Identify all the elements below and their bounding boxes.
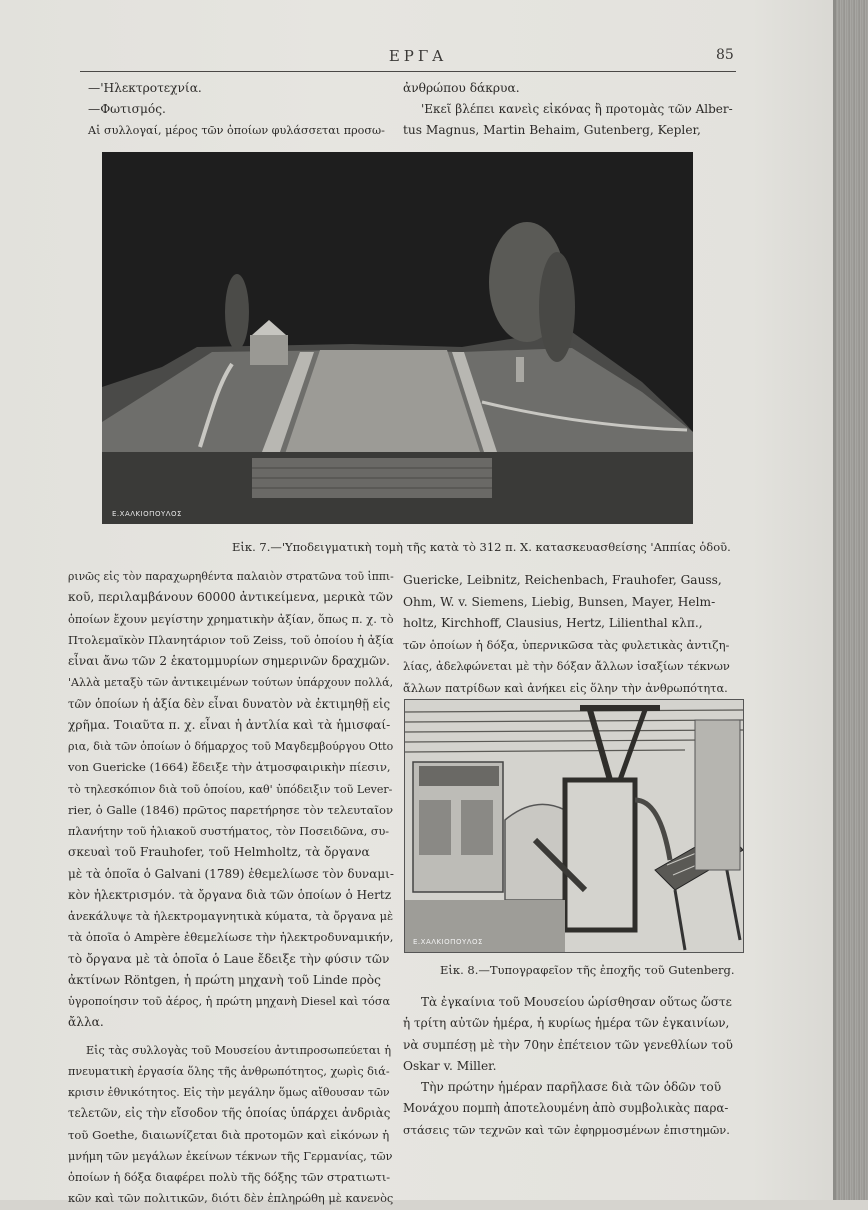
text-line: holtz, Kirchhoff, Clausius, Hertz, Lilienthal κλπ., xyxy=(403,616,703,630)
left-column-text xyxy=(68,566,394,1210)
text-line: κοῦ, περιλαμβάνουν 60000 ἀντικείμενα, μερικὰ τῶν xyxy=(68,590,394,605)
page-number: 85 xyxy=(716,47,734,63)
text-line: στάσεις τῶν τεχνῶν καὶ τῶν ἐφηρμοσμένων ἐπιστημῶν. xyxy=(403,1122,730,1137)
text-line: Πτολεμαϊκὸν Πλανητάριον τοῦ Zeiss, τοῦ ὁποίου ἡ ἀξία xyxy=(68,632,394,647)
text-line: τῶν ὁποίων ἡ ἀξία δὲν εἶναι δυνατὸν νὰ ἐκτιμηθῇ εἰς xyxy=(68,696,391,711)
text-line: εἶναι ἄνω τῶν 2 ἑκατομμυρίων σημερινῶν δραχμῶν. xyxy=(68,654,390,668)
text-line: τῶν ὁποίων ἡ δόξα, ὑπερνικῶσα τὰς φυλετικὰς ἀντιζη- xyxy=(403,637,730,652)
top-left-text xyxy=(88,78,388,141)
printshop-illustration xyxy=(405,700,743,952)
artist-signature: Ε.ΧΑΛΚΙΟΠΟΥΛΟΣ xyxy=(413,938,483,946)
text-line: ἡ τρίτη αὐτῶν ἡμέρα, ἡ κυρίως ἡμέρα τῶν ἐγκαινίων, xyxy=(403,1016,730,1031)
text-line: λίας, ἀδελφώνεται μὲ τὴν δόξαν ἄλλων ἰσαξίων τέκνων xyxy=(403,659,730,673)
text-line: 'Εκεῖ βλέπει κανεὶς εἰκόνας ἢ προτομὰς τῶν Alber- xyxy=(421,102,733,116)
page-stack-edge xyxy=(836,0,868,1200)
text-line: τοῦ Goethe, διαιωνίζεται διὰ προτομῶν καὶ εἰκόνων ἡ xyxy=(68,1127,390,1142)
text-line: ὁποίων ἡ δόξα διαφέρει πολὺ τῆς δόξης τῶν στρατιωτι- xyxy=(68,1170,391,1184)
text-line: Ohm, W. v. Siemens, Liebig, Bunsen, Mayer, Helm- xyxy=(403,594,716,609)
text-line: ὑγροποίησιν τοῦ ἀέρος, ἡ πρώτη μηχανὴ Diesel καὶ τόσα xyxy=(68,995,391,1008)
text-line: ἀκτίνων Röntgen, ἡ πρώτη μηχανὴ τοῦ Linde πρὸς xyxy=(68,972,381,987)
text-line: ἀνθρώπου δάκρυα. xyxy=(403,81,520,95)
artist-signature: Ε.ΧΑΛΚΙΟΠΟΥΛΟΣ xyxy=(112,510,182,518)
text-line: rier, ὁ Galle (1846) πρῶτος παρετήρησε τὸν τελευταῖον xyxy=(68,802,394,817)
text-line: κὸν ἠλεκτρισμόν. τὰ ὄργανα διὰ τῶν ὁποίων ὁ Hertz xyxy=(68,887,392,902)
text-line: ρινῶς εἰς τὸν παραχωρηθέντα παλαιὸν στρατῶνα τοῦ ἱππι- xyxy=(68,570,394,583)
figure-8-caption: Εἰκ. 8.—Τυπογραφεῖον τῆς ἐποχῆς τοῦ Gutenberg. xyxy=(440,963,735,977)
text-line: πνευματικὴ ἐργασία ὅλης τῆς ἀνθρωπότητος, χωρὶς διά- xyxy=(68,1064,390,1078)
text-line: Μονάχου πομπὴ ἀποτελουμένη ἀπὸ συμβολικὰς παρα- xyxy=(403,1101,729,1116)
figure-appian-way-photo xyxy=(102,152,693,524)
text-line: νὰ συμπέσῃ μὲ τὴν 70ην ἐπέτειον τῶν γενεθλίων τοῦ xyxy=(403,1037,733,1052)
text-line: Guericke, Leibnitz, Reichenbach, Frauhofer, Gauss, xyxy=(403,573,722,587)
figure-gutenberg-printshop xyxy=(404,699,744,953)
right-column-lower-text xyxy=(403,992,733,1141)
right-column-upper-text xyxy=(403,570,733,699)
text-line: τελετῶν, εἰς τὴν εἴσοδον τῆς ὁποίας ὑπάρχει ἀνδριὰς xyxy=(68,1106,391,1121)
text-line: ρια, διὰ τῶν ὁποίων ὁ δήμαρχος τοῦ Μαγδεμβούργου Otto xyxy=(68,740,394,753)
text-line: von Guericke (1664) ἔδειξε τὴν ἀτμοσφαιρικὴν πίεσιν, xyxy=(68,760,391,775)
text-line: τὰ ὁποῖα ὁ Ampère ἐθεμελίωσε τὴν ἠλεκτροδυναμικήν, xyxy=(68,930,394,945)
text-line: Εἰς τὰς συλλογὰς τοῦ Μουσείου ἀντιπροσωπεύεται ἡ xyxy=(86,1043,392,1057)
text-line: Τὴν πρώτην ἡμέραν παρῆλασε διὰ τῶν ὁδῶν τοῦ xyxy=(421,1080,722,1095)
running-header-title: ΕΡΓΑ xyxy=(388,47,448,65)
text-line: Αἱ συλλογαί, μέρος τῶν ὁποίων φυλάσσεται προσω- xyxy=(88,124,385,137)
text-line: ὁποίων ἔχουν μεγίστην χρηματικὴν ἀξίαν, ὅπως π. χ. τὸ xyxy=(68,611,394,626)
text-line: tus Magnus, Martin Behaim, Gutenberg, Kepler, xyxy=(403,123,701,137)
header-rule xyxy=(80,71,736,72)
text-line: ἀνεκάλυψε τὰ ἠλεκτρομαγνητικὰ κύματα, τὰ ὄργανα μὲ xyxy=(68,909,394,923)
text-line: 'Αλλὰ μεταξὺ τῶν ἀντικειμένων τούτων ὑπάρχουν πολλά, xyxy=(68,676,394,690)
text-line: πλανήτην τοῦ ἡλιακοῦ συστήματος, τὸν Ποσειδῶνα, συ- xyxy=(68,825,390,838)
text-line: Τὰ ἐγκαίνια τοῦ Μουσείου ὡρίσθησαν οὕτως ὥστε xyxy=(421,995,732,1009)
text-line: —Φωτισμός. xyxy=(88,102,166,116)
text-line: τὸ τηλεσκόπιον διὰ τοῦ ὁποίου, καθ' ὑπόδειξιν τοῦ Lever- xyxy=(68,782,393,796)
text-line: τὸ ὄργανα μὲ τὰ ὁποῖα ὁ Laue ἔδειξε τὴν φύσιν τῶν xyxy=(68,951,390,966)
text-line: Oskar v. Miller. xyxy=(403,1058,497,1073)
text-line: κῶν καὶ τῶν πολιτικῶν, διότι δὲν ἐπληρώθη μὲ κανενὸς xyxy=(68,1191,394,1206)
figure-7-caption: Εἰκ. 7.—'Υποδειγματικὴ τομὴ τῆς κατὰ τὸ 312 π. Χ. κατασκευασθείσης 'Αππίας ὁδοῦ. xyxy=(232,540,731,554)
text-line: κρισιν ἐθνικότητος. Εἰς τὴν μεγάλην ὅμως αἴθουσαν τῶν xyxy=(68,1086,390,1099)
text-line: —'Ηλεκτροτεχνία. xyxy=(88,81,202,95)
text-line: χρῆμα. Τοιαῦτα π. χ. εἶναι ἡ ἀντλία καὶ τὰ ἡμισφαί- xyxy=(68,717,391,732)
text-line: ἄλλων πατρίδων καὶ ἀνήκει εἰς ὅλην τὴν ἀνθρωπότητα. xyxy=(403,680,728,695)
text-line: σκευαὶ τοῦ Frauhofer, τοῦ Helmholtz, τὰ ὄργανα xyxy=(68,845,370,860)
text-line: ἄλλα. xyxy=(68,1015,104,1030)
text-line: μνήμη τῶν μεγάλων ἐκείνων τέκνων τῆς Γερμανίας, τῶν xyxy=(68,1149,393,1163)
text-line: μὲ τὰ ὁποῖα ὁ Galvani (1789) ἐθεμελίωσε τὸν δυναμι- xyxy=(68,866,394,881)
top-right-text xyxy=(403,78,733,141)
appian-way-illustration xyxy=(102,152,693,524)
